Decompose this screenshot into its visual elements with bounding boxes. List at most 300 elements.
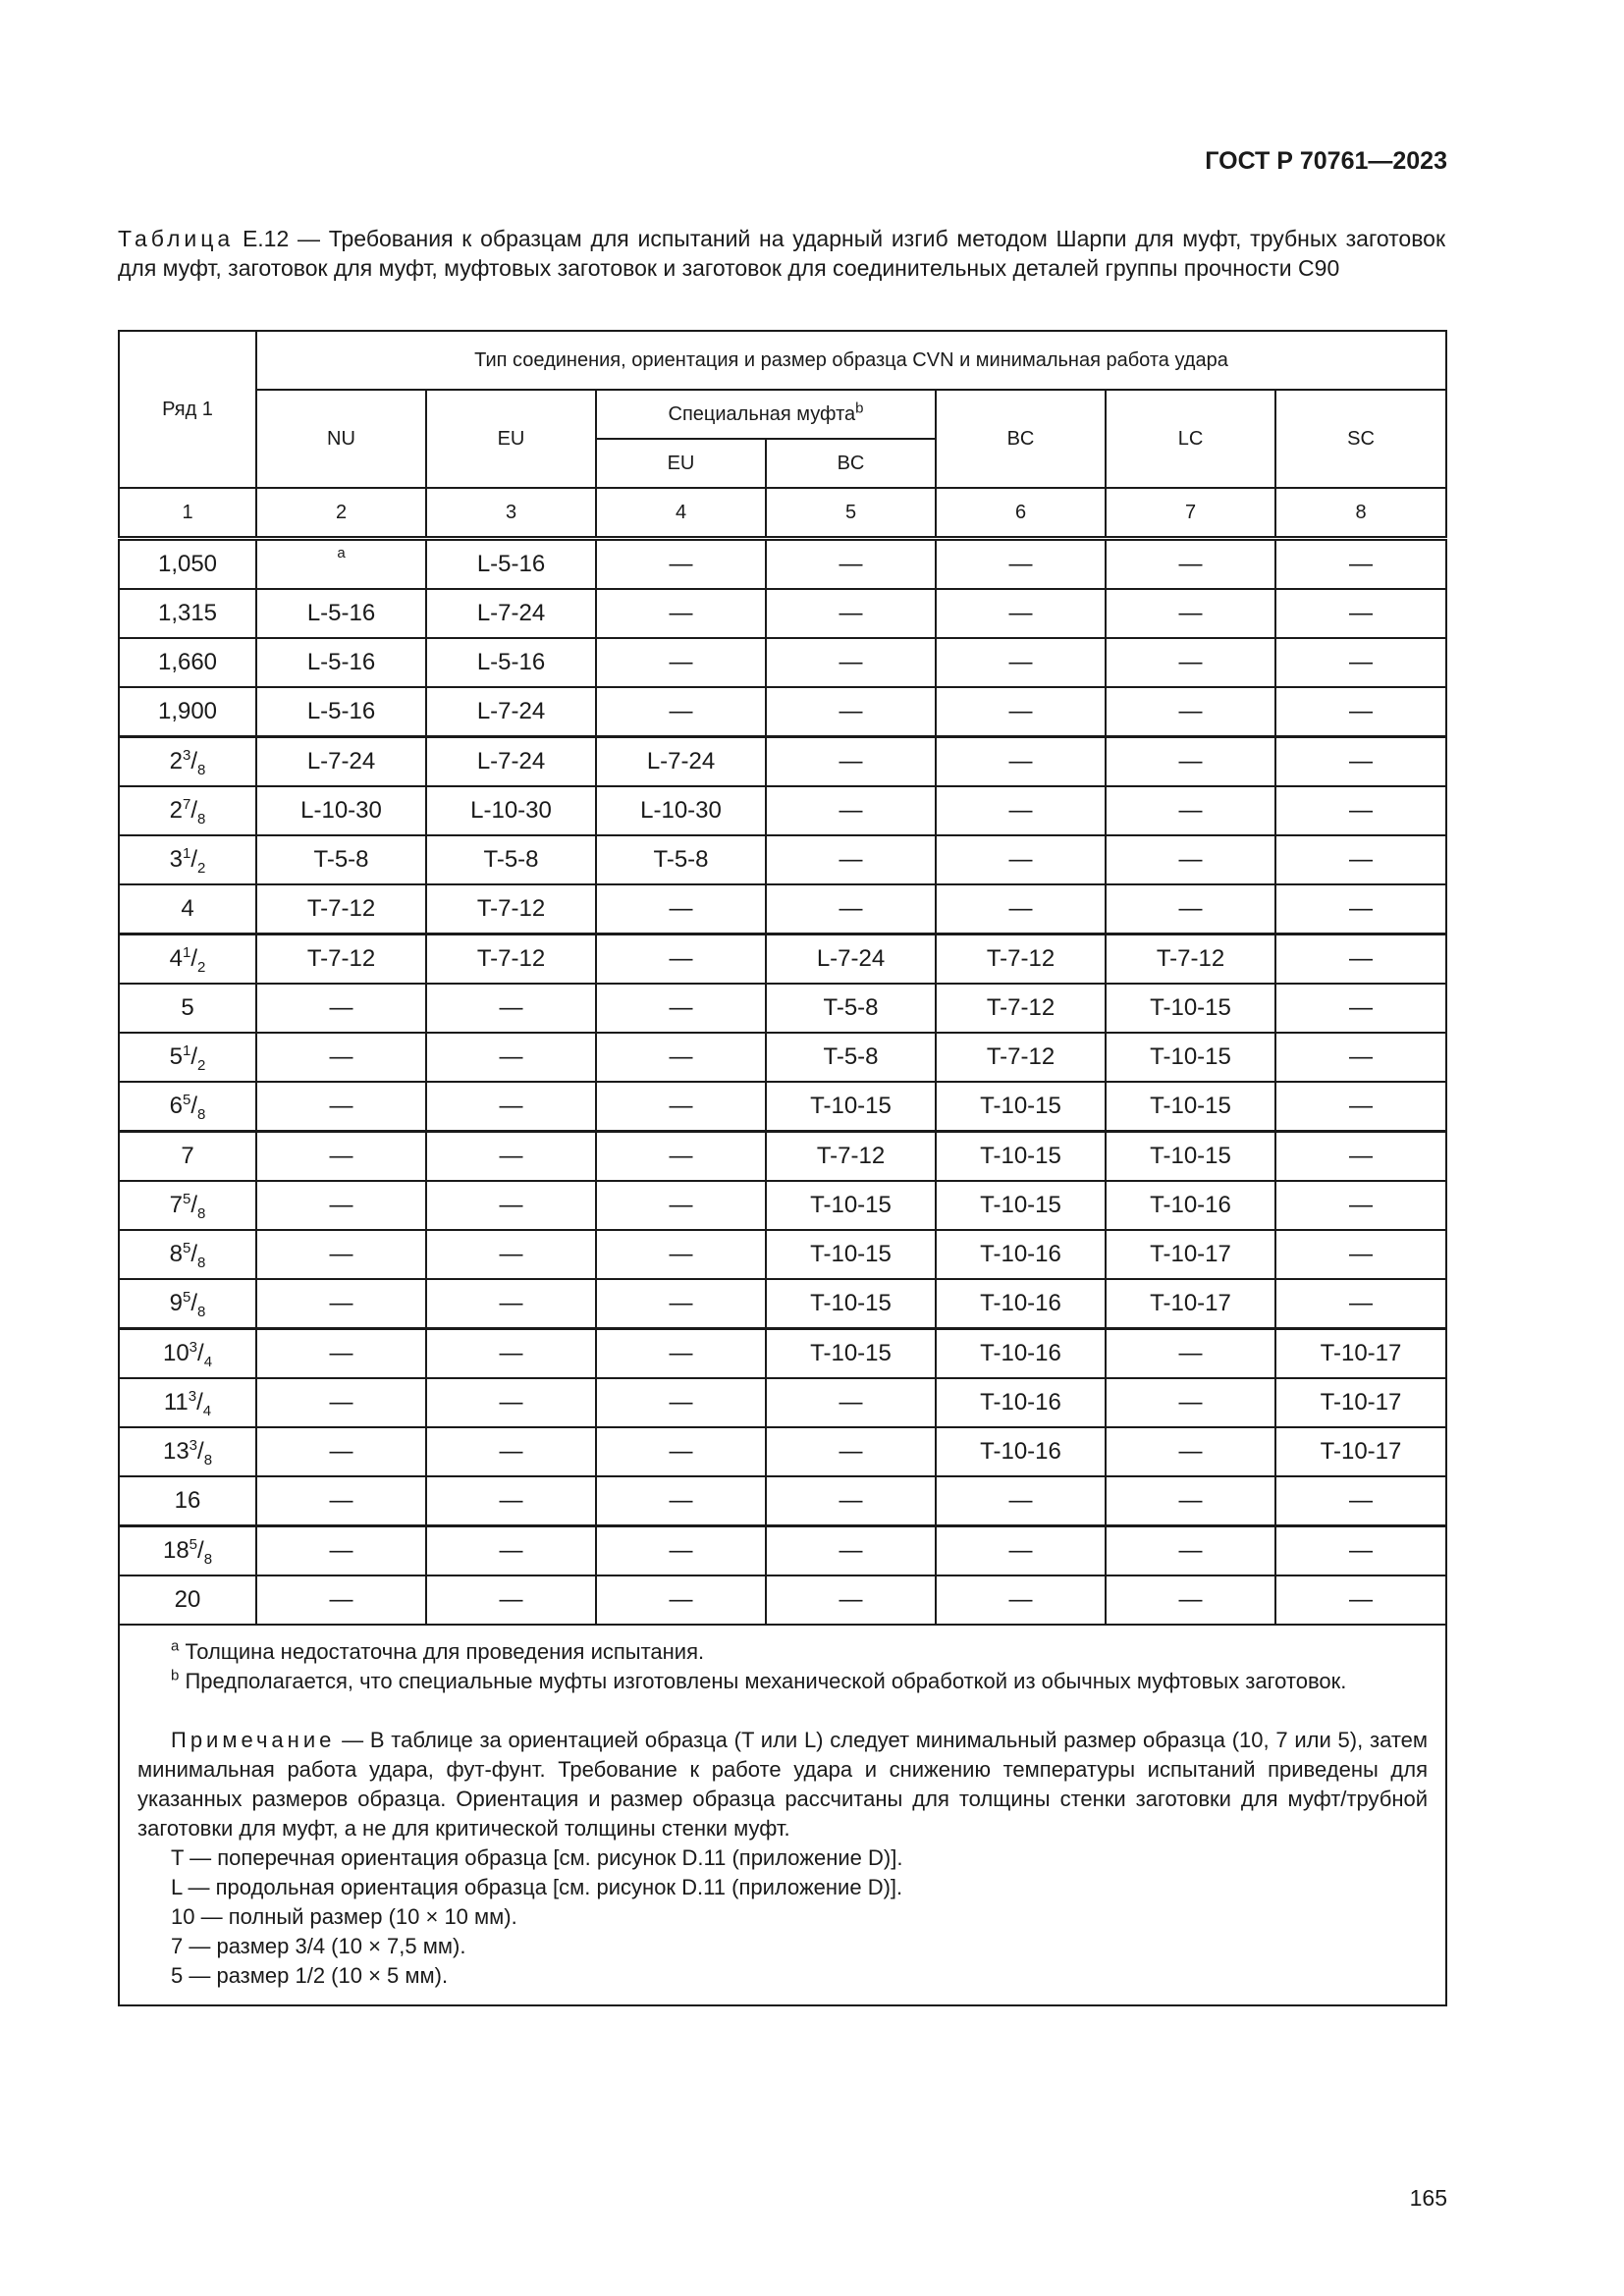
fraction-slash: / [190, 1093, 198, 1119]
size-numerator: 3 [189, 1437, 198, 1454]
table-cell: L-5-16 [256, 687, 426, 737]
caption-number: Е.12 [242, 226, 290, 251]
size-cell [119, 1132, 256, 1182]
table-cell: — [1275, 1230, 1446, 1279]
col-header-special-bc: BC [766, 439, 936, 488]
table-cell: — [596, 1279, 766, 1329]
row-header: Ряд 1 [119, 331, 256, 488]
fraction-slash: / [196, 1389, 203, 1415]
size-cell [119, 835, 256, 884]
size-cell [119, 1329, 256, 1379]
table-cell: — [596, 1329, 766, 1379]
table-cell: — [1106, 1476, 1275, 1526]
table-cell: T-7-12 [426, 884, 596, 934]
size-cell [119, 1427, 256, 1476]
table-cell: — [596, 1033, 766, 1082]
size-numerator: 1 [183, 944, 191, 961]
table-cell: — [596, 687, 766, 737]
table-cell: — [1275, 1279, 1446, 1329]
table-row [119, 934, 1446, 985]
table-cell: T-10-15 [1106, 1132, 1275, 1182]
size-cell [119, 539, 256, 590]
table-cell: — [766, 539, 936, 590]
col-number: 4 [596, 488, 766, 539]
size-numerator: 3 [188, 1388, 197, 1405]
table-cell: — [596, 1230, 766, 1279]
size-cell [119, 737, 256, 787]
table-cell: L-10-30 [426, 786, 596, 835]
table-row [119, 786, 1446, 835]
table-cell: — [256, 1427, 426, 1476]
fraction-slash: / [190, 1192, 198, 1218]
fraction-slash: / [190, 1043, 198, 1070]
size-whole: 6 [169, 1093, 183, 1119]
col-header-special-eu: EU [596, 439, 766, 488]
size-denominator: 8 [197, 1254, 206, 1271]
size-whole: 1,315 [157, 600, 218, 626]
size-numerator: 5 [183, 1191, 191, 1207]
table-cell: — [1106, 737, 1275, 787]
size-denominator: 8 [197, 761, 206, 778]
table-cell: — [936, 589, 1106, 638]
table-row [119, 884, 1446, 934]
table-cell: — [426, 1033, 596, 1082]
table-row [119, 1082, 1446, 1132]
size-whole: 2 [169, 748, 183, 774]
table-row [119, 1476, 1446, 1526]
footnote-b-mark: b [171, 1667, 180, 1684]
table-cell: L-5-16 [256, 638, 426, 687]
table-cell: L-7-24 [596, 737, 766, 787]
table-cell: — [256, 1181, 426, 1230]
table-cell: — [426, 1329, 596, 1379]
fraction-slash: / [190, 748, 198, 774]
table-cell: — [1275, 687, 1446, 737]
table-cell: T-10-16 [936, 1378, 1106, 1427]
size-value [169, 1289, 206, 1320]
table-row [119, 1378, 1446, 1427]
table-cell: — [426, 984, 596, 1033]
table-cell: — [1106, 1575, 1275, 1625]
size-value [169, 1191, 206, 1222]
table-cell: — [766, 589, 936, 638]
size-cell [119, 1082, 256, 1132]
col-number: 1 [119, 488, 256, 539]
fraction-slash: / [190, 1241, 198, 1267]
table-cell: T-10-15 [766, 1279, 936, 1329]
size-value [169, 1042, 206, 1074]
note-line-t: T — поперечная ориентация образца [см. рисунок D.11 (приложение D)]. [171, 1845, 903, 1870]
table-cell: — [1106, 835, 1275, 884]
fraction-slash: / [197, 1340, 204, 1366]
note-paragraph [137, 1726, 1428, 1843]
table-cell: — [1275, 737, 1446, 787]
table-cell: T-10-15 [766, 1329, 936, 1379]
size-whole: 1,050 [157, 551, 218, 577]
table-cell: — [256, 1476, 426, 1526]
table-cell: T-10-16 [936, 1279, 1106, 1329]
table-cell: — [1275, 1526, 1446, 1576]
table-cell: T-7-12 [766, 1132, 936, 1182]
table-cell: T-7-12 [256, 884, 426, 934]
table-cell: — [1106, 884, 1275, 934]
fraction-slash: / [197, 1438, 204, 1465]
table-cell: T-5-8 [766, 1033, 936, 1082]
table-cell: — [766, 1575, 936, 1625]
size-numerator: 1 [183, 845, 191, 862]
note-line-7: 7 — размер 3/4 (10 × 7,5 мм). [171, 1934, 466, 1958]
table-cell: — [256, 984, 426, 1033]
table-cell: T-10-15 [1106, 1033, 1275, 1082]
table-cell [256, 539, 426, 590]
table-cell: T-7-12 [936, 1033, 1106, 1082]
table-cell: — [426, 1378, 596, 1427]
size-value [158, 551, 217, 577]
table-cell: T-10-15 [936, 1132, 1106, 1182]
table-cell: — [1275, 1033, 1446, 1082]
size-cell [119, 589, 256, 638]
size-whole: 3 [169, 846, 183, 873]
table-row [119, 539, 1446, 590]
table-cell: T-5-8 [596, 835, 766, 884]
table-cell: — [936, 835, 1106, 884]
col-header-bc: BC [936, 390, 1106, 488]
size-whole: 10 [162, 1340, 189, 1366]
size-whole: 11 [163, 1389, 189, 1415]
table-cell: — [1275, 934, 1446, 985]
table-cell: — [936, 539, 1106, 590]
notes-cell [119, 1625, 1446, 2005]
size-cell [119, 884, 256, 934]
table-cell: — [766, 1476, 936, 1526]
table-cell: T-10-16 [936, 1329, 1106, 1379]
size-whole: 9 [169, 1290, 183, 1316]
note-line-l: L — продольная ориентация образца [см. рисунок D.11 (приложение D)]. [171, 1875, 903, 1899]
table-cell: — [256, 1132, 426, 1182]
table-cell: — [256, 1279, 426, 1329]
size-numerator: 3 [189, 1339, 198, 1356]
size-cell [119, 638, 256, 687]
table-cell: — [256, 1329, 426, 1379]
size-cell [119, 1378, 256, 1427]
caption-text: — Требования к образцам для испытаний на ударный изгиб методом Шарпи для муфт, трубных заготовок для муфт, заготовок для муфт, муфтовых заготовок и заготовок для соединительных деталей группы прочности С90 [118, 226, 1446, 281]
note-label: Примечание [171, 1728, 336, 1752]
size-value [162, 1339, 213, 1370]
col-header-sc: SC [1275, 390, 1446, 488]
table-cell: — [766, 1526, 936, 1576]
table-cell: L-7-24 [426, 737, 596, 787]
table-cell: — [1275, 884, 1446, 934]
table-cell: — [1106, 589, 1275, 638]
size-whole: 8 [169, 1241, 183, 1267]
table-cell: — [596, 539, 766, 590]
footnote-a [137, 1637, 1428, 1667]
table-cell: T-5-8 [256, 835, 426, 884]
table-cell: — [596, 1132, 766, 1182]
table-cell: — [766, 1378, 936, 1427]
table-cell: — [426, 1132, 596, 1182]
table-cell: — [936, 786, 1106, 835]
table-cell: — [426, 1230, 596, 1279]
table-cell: T-10-16 [936, 1230, 1106, 1279]
size-value [158, 698, 217, 724]
size-value [181, 994, 193, 1021]
table-cell: — [596, 1378, 766, 1427]
table-cell: T-5-8 [766, 984, 936, 1033]
size-denominator: 8 [197, 1303, 206, 1320]
size-whole: 7 [169, 1192, 183, 1218]
size-cell [119, 1575, 256, 1625]
table-cell: L-10-30 [256, 786, 426, 835]
table-cell: T-10-15 [766, 1181, 936, 1230]
table-cell: — [1106, 687, 1275, 737]
table-row [119, 589, 1446, 638]
table-cell: — [766, 638, 936, 687]
footnote-mark-b: b [855, 399, 864, 416]
table-cell: — [426, 1427, 596, 1476]
size-whole: 1,900 [157, 698, 218, 724]
table-cell: T-10-17 [1106, 1230, 1275, 1279]
size-value [169, 1092, 206, 1123]
table-cell: T-10-15 [1106, 984, 1275, 1033]
table-cell: — [1106, 1526, 1275, 1576]
table-cell: T-10-15 [766, 1082, 936, 1132]
table-cell: — [766, 786, 936, 835]
size-denominator: 2 [197, 1056, 206, 1074]
table-cell: — [256, 1526, 426, 1576]
note-text: — В таблице за ориентацией образца (T или L) следует минимальный размер образца (10, 7 или 5), затем минимальная работа удара, фут-фунт. Требование к работе удара и снижению температуры испытаний приведены для указанных размеров образца. Ориентация и размер образца рассчитаны для толщины стенки заготовки для муфт/трубной заготовки для муфт, а не для критической толщины стенки муфт. [137, 1728, 1429, 1841]
table-cell: L-7-24 [426, 687, 596, 737]
table-cell: — [596, 1082, 766, 1132]
table-row [119, 984, 1446, 1033]
table-row [119, 1033, 1446, 1082]
size-value [158, 649, 217, 675]
col-header-nu: NU [256, 390, 426, 488]
table-cell: — [596, 1476, 766, 1526]
table-cell: T-10-17 [1275, 1378, 1446, 1427]
table-cell: — [1275, 1181, 1446, 1230]
table-row [119, 1181, 1446, 1230]
table-cell: T-5-8 [426, 835, 596, 884]
fraction-slash: / [190, 797, 198, 824]
table-cell: — [936, 687, 1106, 737]
column-numbers-row [119, 488, 1446, 539]
table-cell: — [1275, 984, 1446, 1033]
table-cell: — [1106, 1427, 1275, 1476]
size-whole: 13 [162, 1438, 189, 1465]
note-line-10: 10 — полный размер (10 × 10 мм). [171, 1904, 517, 1929]
document-id: ГОСТ Р 70761—2023 [1205, 147, 1447, 175]
size-whole: 7 [181, 1143, 194, 1169]
footnote-a-mark: a [171, 1637, 180, 1655]
footnote-b [137, 1667, 1428, 1696]
table-caption [118, 224, 1445, 283]
table-cell: — [426, 1476, 596, 1526]
table-cell: — [936, 1526, 1106, 1576]
size-cell [119, 1181, 256, 1230]
table-row [119, 1329, 1446, 1379]
size-whole: 5 [181, 994, 194, 1021]
size-value [169, 845, 206, 877]
size-whole: 5 [169, 1043, 183, 1070]
size-denominator: 8 [197, 1204, 206, 1222]
table-cell: L-5-16 [426, 539, 596, 590]
size-denominator: 2 [197, 958, 206, 976]
size-cell [119, 1526, 256, 1576]
group-header: Тип соединения, ориентация и размер образца CVN и минимальная работа удара [256, 331, 1446, 390]
table-cell: T-10-17 [1275, 1427, 1446, 1476]
size-value [169, 944, 206, 976]
table-cell: T-10-16 [1106, 1181, 1275, 1230]
size-value [162, 1536, 213, 1568]
table-cell: — [596, 1575, 766, 1625]
table-cell: T-10-15 [936, 1082, 1106, 1132]
size-numerator: 3 [183, 747, 191, 764]
size-numerator: 7 [183, 796, 191, 813]
fraction-slash: / [190, 846, 198, 873]
size-cell [119, 934, 256, 985]
table-cell: — [596, 984, 766, 1033]
size-value [181, 1143, 193, 1169]
size-cell [119, 1476, 256, 1526]
note-line-5: 5 — размер 1/2 (10 × 5 мм). [171, 1963, 449, 1988]
table-cell: — [1275, 1082, 1446, 1132]
table-cell: T-10-15 [1106, 1082, 1275, 1132]
table-row [119, 1279, 1446, 1329]
size-whole: 20 [174, 1586, 201, 1613]
size-cell [119, 1230, 256, 1279]
table-cell: — [766, 1427, 936, 1476]
table-cell: — [596, 1181, 766, 1230]
table-cell: — [766, 835, 936, 884]
table-cell: — [1275, 539, 1446, 590]
table-cell: — [426, 1526, 596, 1576]
table-cell: — [936, 884, 1106, 934]
table-cell: — [256, 1033, 426, 1082]
size-cell [119, 786, 256, 835]
table-cell: — [426, 1082, 596, 1132]
table-cell: L-7-24 [426, 589, 596, 638]
size-denominator: 8 [197, 810, 206, 828]
page-number: 165 [1409, 2185, 1447, 2211]
table-cell: — [1275, 786, 1446, 835]
size-cell [119, 984, 256, 1033]
size-whole: 1,660 [157, 649, 218, 675]
size-denominator: 8 [197, 1105, 206, 1123]
size-value [175, 1487, 201, 1514]
table-cell: — [936, 737, 1106, 787]
table-cell: T-10-15 [936, 1181, 1106, 1230]
table-cell: — [1275, 638, 1446, 687]
footnote-a-text: Толщина недостаточна для проведения испытания. [185, 1639, 705, 1664]
table-row [119, 687, 1446, 737]
col-number: 2 [256, 488, 426, 539]
table-cell: — [426, 1279, 596, 1329]
size-numerator: 5 [183, 1289, 191, 1306]
table-cell: T-10-15 [766, 1230, 936, 1279]
table-cell: — [596, 638, 766, 687]
table-cell: — [256, 1575, 426, 1625]
table-cell: L-7-24 [256, 737, 426, 787]
col-number: 7 [1106, 488, 1275, 539]
size-denominator: 8 [203, 1550, 213, 1568]
table-cell: — [596, 934, 766, 985]
table-row [119, 1230, 1446, 1279]
table-cell: — [426, 1575, 596, 1625]
size-cell [119, 1033, 256, 1082]
table-row [119, 737, 1446, 787]
table-cell: — [1275, 835, 1446, 884]
fraction-slash: / [197, 1537, 204, 1564]
size-cell [119, 1279, 256, 1329]
table-row [119, 638, 1446, 687]
size-denominator: 8 [203, 1451, 213, 1468]
size-numerator: 5 [183, 1240, 191, 1256]
table-row [119, 1427, 1446, 1476]
table-cell: — [596, 589, 766, 638]
table-cell: — [256, 1230, 426, 1279]
table-cell: T-7-12 [256, 934, 426, 985]
size-cell [119, 687, 256, 737]
table-cell: — [936, 638, 1106, 687]
table-cell: — [256, 1082, 426, 1132]
footnote-b-text: Предполагается, что специальные муфты изготовлены механической обработкой из обычных муфтовых заготовок. [185, 1669, 1347, 1693]
table-cell: — [596, 1526, 766, 1576]
table-cell: — [256, 1378, 426, 1427]
table-cell: L-7-24 [766, 934, 936, 985]
table-cell: L-10-30 [596, 786, 766, 835]
size-value [181, 895, 193, 922]
size-value [158, 600, 217, 626]
table-cell: T-10-16 [936, 1427, 1106, 1476]
table-cell: — [1106, 638, 1275, 687]
col-header-eu: EU [426, 390, 596, 488]
size-denominator: 4 [202, 1402, 212, 1419]
col-header-lc: LC [1106, 390, 1275, 488]
table-cell: T-10-17 [1106, 1279, 1275, 1329]
size-numerator: 5 [189, 1536, 198, 1553]
size-whole: 2 [169, 797, 183, 824]
table-cell: — [1106, 539, 1275, 590]
table-cell: — [1275, 1575, 1446, 1625]
size-whole: 4 [169, 945, 183, 972]
size-value [169, 747, 206, 778]
size-whole: 18 [162, 1537, 189, 1564]
table-cell: — [936, 1575, 1106, 1625]
size-value [169, 1240, 206, 1271]
caption-label: Таблица [118, 226, 235, 251]
table-cell: — [766, 884, 936, 934]
col-number: 5 [766, 488, 936, 539]
table-cell: T-7-12 [936, 984, 1106, 1033]
size-whole: 16 [174, 1487, 201, 1514]
special-coupling-header [596, 390, 936, 439]
fraction-slash: / [190, 945, 198, 972]
table-cell: T-7-12 [426, 934, 596, 985]
table-row [119, 835, 1446, 884]
table-cell: L-5-16 [256, 589, 426, 638]
table-cell: — [1106, 1378, 1275, 1427]
size-value [175, 1586, 201, 1613]
table-cell: — [1275, 1476, 1446, 1526]
footnote-mark-a: a [337, 545, 346, 561]
table-cell: T-7-12 [936, 934, 1106, 985]
table-cell: — [596, 1427, 766, 1476]
special-coupling-label: Специальная муфта [668, 402, 856, 425]
fraction-slash: / [190, 1290, 198, 1316]
table-cell: T-7-12 [1106, 934, 1275, 985]
table-cell: L-5-16 [426, 638, 596, 687]
